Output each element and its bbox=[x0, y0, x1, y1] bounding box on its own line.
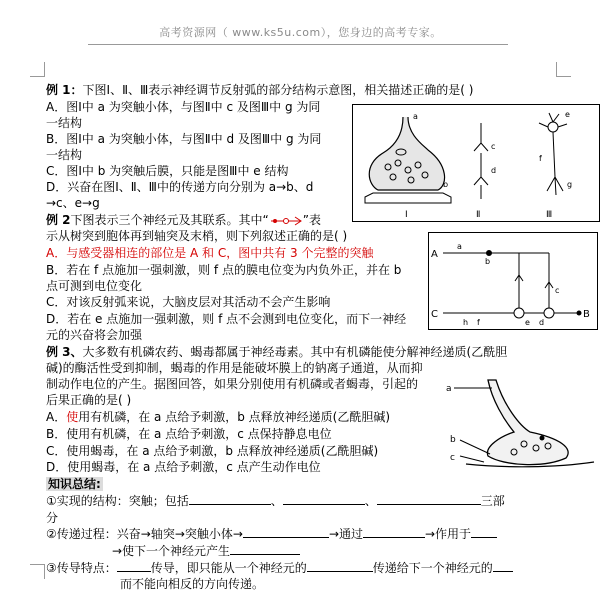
vesicle bbox=[540, 436, 545, 441]
fig2-label-c: c bbox=[555, 286, 560, 295]
fig1-label-e: e bbox=[565, 110, 570, 119]
point-B bbox=[577, 311, 582, 316]
summary-item-1-cont: 分 bbox=[46, 511, 59, 525]
figure-3-svg bbox=[444, 376, 596, 470]
summary-1-end: 三部 bbox=[480, 494, 505, 508]
q1-option-a: A．图Ⅰ中 a 为突触小体，与图Ⅱ中 c 及图Ⅲ中 g 为同 bbox=[46, 100, 321, 114]
fig3-label-a: a bbox=[446, 384, 452, 394]
fig1-label-I: Ⅰ bbox=[405, 210, 408, 220]
axon bbox=[553, 132, 555, 177]
crop-mark-bottom-left bbox=[30, 564, 45, 579]
q2-stem-text: 下图表示三个神经元及其联系。其中“ bbox=[70, 213, 269, 227]
q3-option-d: D．使用蝎毒，在 a 点给予刺激，c 点产生动作电位 bbox=[46, 460, 321, 474]
q3-option-a-text: 用有机磷，在 a 点给予刺激，b 点释放神经递质(乙酰胆碱) bbox=[78, 410, 391, 424]
fig1-label-c: c bbox=[491, 142, 496, 151]
q2-stem bbox=[46, 212, 321, 228]
fig1-label-a: a bbox=[413, 112, 418, 121]
fig2-label-h: h bbox=[463, 318, 469, 327]
synapse-knob-shape bbox=[369, 117, 444, 190]
fig3-label-c: c bbox=[450, 453, 455, 463]
fig2-label-A: A bbox=[431, 249, 438, 260]
fig3-label-b: b bbox=[450, 435, 456, 445]
summary-1-sep: 、 bbox=[270, 494, 283, 508]
blank-field[interactable] bbox=[377, 504, 481, 505]
fig1-label-g: g bbox=[567, 180, 573, 189]
fig2-label-a: a bbox=[457, 242, 462, 251]
figure-1-svg bbox=[353, 105, 599, 221]
summary-item-1 bbox=[46, 493, 505, 509]
q3-stem bbox=[46, 344, 507, 360]
summary-title-row bbox=[46, 476, 103, 492]
fig1-label-II: Ⅱ bbox=[476, 210, 481, 220]
q3-option-b: B．使用有机磷，在 a 点给予刺激，c 点保持静息电位 bbox=[46, 427, 332, 441]
synapse-mark bbox=[474, 143, 488, 151]
blank-field[interactable] bbox=[363, 537, 425, 538]
fig1-label-f: f bbox=[539, 154, 542, 163]
summary-1-sep2: 、 bbox=[364, 494, 377, 508]
figure-1 bbox=[352, 104, 600, 222]
q3-option-a-highlight: 使 bbox=[66, 410, 79, 424]
q2-option-d-cont: 元的兴奋将会加强 bbox=[46, 328, 143, 342]
q3-option-c: C．使用蝎毒，在 a 点给予刺激，b 点释放神经递质(乙酰胆碱) bbox=[46, 444, 379, 458]
q3-option-a bbox=[46, 409, 390, 425]
fig2-label-C: C bbox=[431, 309, 438, 320]
q1-option-d-cont: →c、e→g bbox=[46, 196, 100, 210]
blank-field[interactable] bbox=[243, 537, 329, 538]
fig2-label-B: B bbox=[583, 309, 590, 320]
q2-option-b-cont: 点可测到电位变化 bbox=[46, 279, 143, 293]
q2-stem-cont: 示从树突到胞体再到轴突及末梢，则下列叙述正确的是( ) bbox=[46, 229, 348, 243]
synapse-mark bbox=[474, 177, 488, 185]
q2-option-a: A．与感受器相连的部位是 A 和 C，图中共有 3 个完整的突触 bbox=[46, 246, 374, 260]
q2-option-d: D．若在 e 点施加一强刺激，则 f 点不会测到电位变化，而下一神经 bbox=[46, 312, 407, 326]
blank-field[interactable] bbox=[189, 504, 271, 505]
fig2-label-e: e bbox=[525, 318, 530, 327]
q2-option-b: B．若在 f 点施加一强刺激，则 f 点的膜电位变为内负外正，并在 b bbox=[46, 263, 402, 277]
q2-option-c: C．对该反射弧来说，大脑皮层对其活动不会产生影响 bbox=[46, 295, 331, 309]
synapse-terminal-shape bbox=[487, 380, 568, 465]
q1-stem bbox=[46, 82, 473, 98]
crop-mark-top-left bbox=[30, 62, 45, 77]
fig2-label-d: d bbox=[539, 318, 545, 327]
summary-title: 知识总结: bbox=[48, 477, 101, 491]
summary-2-text: ②传递过程：兴奋→轴突→突触小体→ bbox=[46, 527, 243, 541]
pointer-line bbox=[460, 440, 490, 454]
fig2-label-b: b bbox=[485, 257, 491, 266]
q2-stem-end: ”表 bbox=[302, 213, 321, 227]
fig1-label-d: d bbox=[491, 166, 497, 175]
neuron-body bbox=[544, 308, 554, 318]
point-b bbox=[486, 250, 492, 256]
summary-item-2 bbox=[46, 526, 497, 542]
neuron-symbol-icon bbox=[269, 216, 303, 226]
summary-item-3-cont: 而不能向相反的方向传递。 bbox=[120, 577, 265, 591]
pointer-line bbox=[460, 456, 484, 462]
page-header: 高考资源网（ www.ks5u.com），您身边的高考专家。 bbox=[159, 26, 442, 39]
q1-option-b-cont: 一结构 bbox=[46, 148, 83, 162]
summary-item-3 bbox=[46, 560, 513, 576]
summary-2-end: →使下一个神经元产生 bbox=[112, 544, 231, 558]
figure-3 bbox=[444, 376, 596, 470]
q1-label: 例 1： bbox=[46, 83, 83, 97]
q3-option-a-prefix: A． bbox=[46, 410, 67, 424]
fig2-label-f: f bbox=[477, 318, 480, 327]
header-rule bbox=[88, 44, 508, 45]
postsynaptic-membrane bbox=[365, 193, 451, 203]
q1-option-c: C．图Ⅰ中 b 为突触后膜，只能是图Ⅲ中 e 结构 bbox=[46, 164, 289, 178]
neuron-body bbox=[548, 122, 558, 132]
summary-item-2-cont bbox=[112, 543, 300, 559]
q2-label: 例 2 bbox=[46, 213, 71, 227]
fig1-label-III: Ⅲ bbox=[546, 210, 553, 220]
summary-2-mid: →通过 bbox=[328, 527, 363, 541]
q1-option-d: D．兴奋在图Ⅰ、Ⅱ、Ⅲ中的传递方向分别为 a→b、d bbox=[46, 180, 314, 194]
blank-field[interactable] bbox=[493, 571, 513, 572]
summary-2-mid2: →作用于 bbox=[425, 527, 472, 541]
figure-2 bbox=[428, 232, 598, 330]
summary-3-mid: 传导，即只能从一个神经元的 bbox=[150, 561, 307, 575]
figure-2-svg bbox=[429, 233, 597, 329]
q3-label: 例 3、 bbox=[46, 345, 83, 359]
q1-stem-text: 下图Ⅰ、Ⅱ、Ⅲ表示神经调节反射弧的部分结构示意图，相关描述正确的是( ) bbox=[82, 83, 474, 97]
axon-terminals bbox=[547, 177, 563, 195]
summary-3-text: ③传导特点： bbox=[46, 561, 117, 575]
neuron-body bbox=[514, 308, 524, 318]
blank-field[interactable] bbox=[230, 554, 300, 555]
summary-1-text: ①实现的结构：突触；包括 bbox=[46, 494, 189, 508]
blank-field[interactable] bbox=[117, 571, 151, 572]
q3-stem-3: 制动作电位的产生。据图回答，如果分别使用有机磷或者蝎毒，引起的 bbox=[46, 377, 419, 391]
fig1-label-b: b bbox=[443, 180, 449, 189]
q1-option-b: B．图Ⅰ中 a 为突触小体，与图Ⅱ中 d 及图Ⅲ中 g 为同 bbox=[46, 132, 322, 146]
q3-stem-4: 后果正确的是( ) bbox=[46, 393, 132, 407]
crop-mark-top-right bbox=[556, 62, 571, 77]
blank-field[interactable] bbox=[283, 504, 365, 505]
q3-stem-2: 碱)的酶活性受到抑制，蝎毒的作用是能破坏膜上的钠离子通道，从而抑 bbox=[46, 361, 423, 375]
summary-3-mid2: 传递给下一个神经元的 bbox=[372, 561, 493, 575]
blank-field[interactable] bbox=[471, 537, 497, 538]
blank-field[interactable] bbox=[307, 571, 373, 572]
q1-option-a-cont: 一结构 bbox=[46, 116, 83, 130]
q3-stem-text: 大多数有机磷农药、蝎毒都属于神经毒素。其中有机磷能使分解神经递质(乙酰胆 bbox=[82, 345, 508, 359]
